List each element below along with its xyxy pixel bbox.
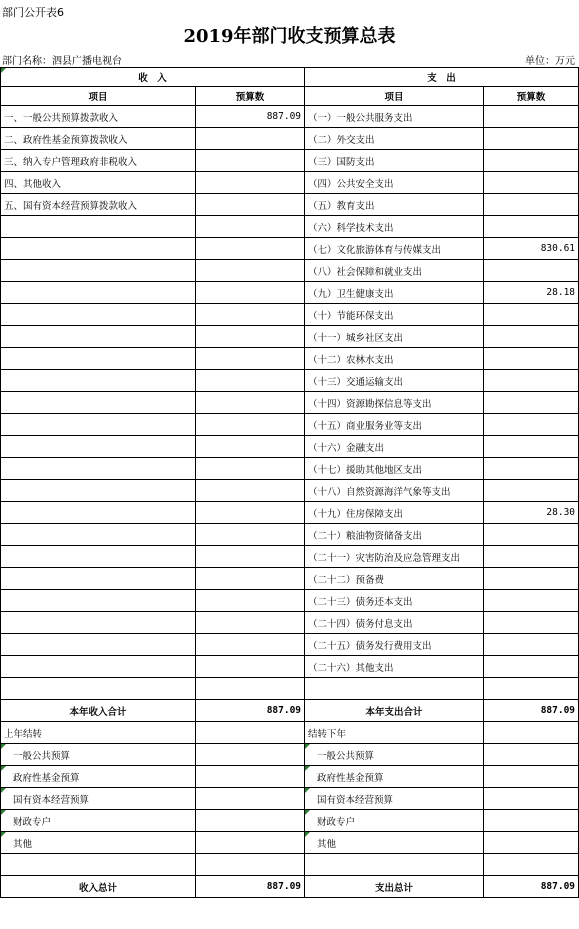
expense-item: （二十三）债务还本支出 [305,590,484,612]
expense-value [484,656,579,678]
expense-value [484,590,579,612]
carry-row [1,766,579,788]
income-year-total-label: 本年收入合计 [1,700,196,722]
income-value [196,546,305,568]
income-value: 887.09 [196,106,305,128]
income-value [196,458,305,480]
unit-label: 单位：万元 [525,56,575,67]
expense-item: （十七）援助其他地区支出 [305,458,484,480]
budget-table [0,67,579,898]
year-total-row [1,700,579,722]
income-item: 五、国有资本经营预算拨款收入 [1,194,196,216]
table-row [1,590,579,612]
expense-item: （二）外交支出 [305,128,484,150]
expense-item: （九）卫生健康支出 [305,282,484,304]
expense-item: （二十二）预备费 [305,568,484,590]
income-budget-header: 预算数 [196,87,305,106]
expense-value: 28.18 [484,282,579,304]
income-item [1,282,196,304]
expense-grand-total-label: 支出总计 [305,876,484,898]
table-row [1,546,579,568]
table-number-label: 部门公开表6 [2,6,64,19]
table-row [1,568,579,590]
expense-value [484,414,579,436]
income-carry-value [196,832,305,854]
expense-item: （六）科学技术支出 [305,216,484,238]
income-carry-value [196,744,305,766]
expense-item: （二十五）债务发行费用支出 [305,634,484,656]
expense-value [484,348,579,370]
income-value [196,282,305,304]
income-value [196,304,305,326]
expense-value [484,524,579,546]
income-value [196,414,305,436]
expense-value [484,172,579,194]
income-item [1,480,196,502]
table-row [1,238,579,260]
expense-item: （十八）自然资源海洋气象等支出 [305,480,484,502]
expense-item: （十九）住房保障支出 [305,502,484,524]
income-item-header: 项目 [1,87,196,106]
table-row [1,502,579,524]
carry-row [1,744,579,766]
table-row [1,326,579,348]
table-row [1,150,579,172]
expense-item: （一）一般公共服务支出 [305,106,484,128]
income-carry-item: 一般公共预算 [1,744,196,766]
income-carry-value [196,766,305,788]
expense-value [484,480,579,502]
table-row [1,128,579,150]
income-carry-item: 财政专户 [1,810,196,832]
expense-item: （八）社会保障和就业支出 [305,260,484,282]
table-row [1,634,579,656]
carry-row [1,722,579,744]
income-year-total-value: 887.09 [196,700,305,722]
income-carry-item: 上年结转 [1,722,196,744]
expense-carry-item: 政府性基金预算 [305,766,484,788]
income-item [1,326,196,348]
income-value [196,480,305,502]
income-value [196,524,305,546]
income-item [1,436,196,458]
expense-carry-value [484,788,579,810]
income-carry-item: 其他 [1,832,196,854]
income-item [1,458,196,480]
expense-value: 830.61 [484,238,579,260]
income-carry-item: 国有资本经营预算 [1,788,196,810]
expense-item [305,678,484,700]
expense-value [484,150,579,172]
income-item: 四、其他收入 [1,172,196,194]
income-item [1,568,196,590]
expense-value [484,634,579,656]
income-carry-value [196,788,305,810]
income-value [196,216,305,238]
expense-grand-total-value: 887.09 [484,876,579,898]
income-value [196,172,305,194]
expense-item: （十五）商业服务业等支出 [305,414,484,436]
expense-carry-value [484,766,579,788]
table-row [1,304,579,326]
expense-item: （二十四）债务付息支出 [305,612,484,634]
expense-section-header: 支 出 [305,68,579,87]
expense-carry-item: 其他 [305,832,484,854]
income-value [196,260,305,282]
expense-value [484,304,579,326]
expense-item: （二十一）灾害防治及应急管理支出 [305,546,484,568]
expense-carry-value [484,832,579,854]
expense-carry-item: 国有资本经营预算 [305,788,484,810]
expense-year-total-value: 887.09 [484,700,579,722]
table-row [1,458,579,480]
expense-item: （三）国防支出 [305,150,484,172]
table-row [1,656,579,678]
expense-item: （五）教育支出 [305,194,484,216]
expense-carry-value [484,854,579,876]
expense-item: （十三）交通运输支出 [305,370,484,392]
income-item [1,546,196,568]
expense-value [484,568,579,590]
income-value [196,392,305,414]
income-value [196,612,305,634]
table-row [1,480,579,502]
table-row [1,282,579,304]
table-row [1,370,579,392]
expense-value [484,194,579,216]
income-item [1,612,196,634]
income-carry-value [196,810,305,832]
income-value [196,678,305,700]
income-item [1,238,196,260]
table-row [1,194,579,216]
expense-carry-value [484,810,579,832]
expense-item: （十二）农林水支出 [305,348,484,370]
income-value [196,634,305,656]
expense-value: 28.30 [484,502,579,524]
carry-row [1,854,579,876]
income-value [196,194,305,216]
expense-carry-item [305,854,484,876]
table-row [1,348,579,370]
income-item [1,502,196,524]
table-row [1,524,579,546]
table-row [1,172,579,194]
table-row [1,260,579,282]
carry-row [1,832,579,854]
income-item [1,678,196,700]
expense-value [484,106,579,128]
expense-item: （十）节能环保支出 [305,304,484,326]
carry-row [1,810,579,832]
income-item [1,370,196,392]
expense-value [484,678,579,700]
expense-value [484,458,579,480]
income-section-header: 收 入 [1,68,305,87]
expense-carry-value [484,744,579,766]
table-row [1,414,579,436]
expense-item: （二十）粮油物资储备支出 [305,524,484,546]
income-grand-total-label: 收入总计 [1,876,196,898]
income-value [196,128,305,150]
income-value [196,502,305,524]
expense-value [484,216,579,238]
income-value [196,370,305,392]
income-value [196,656,305,678]
income-value [196,568,305,590]
income-value [196,436,305,458]
income-value [196,150,305,172]
income-carry-value [196,722,305,744]
expense-item: （四）公共安全支出 [305,172,484,194]
expense-item: （七）文化旅游体育与传媒支出 [305,238,484,260]
department-name: 部门名称：泗县广播电视台 [2,56,122,67]
table-row [1,106,579,128]
expense-value [484,370,579,392]
expense-item: （十四）资源勘探信息等支出 [305,392,484,414]
income-item [1,260,196,282]
expense-carry-item: 财政专户 [305,810,484,832]
income-grand-total-value: 887.09 [196,876,305,898]
expense-item: （十六）金融支出 [305,436,484,458]
table-row [1,612,579,634]
expense-year-total-label: 本年支出合计 [305,700,484,722]
income-carry-item: 政府性基金预算 [1,766,196,788]
expense-budget-header: 预算数 [484,87,579,106]
income-item: 一、一般公共预算拨款收入 [1,106,196,128]
expense-carry-value [484,722,579,744]
income-item [1,414,196,436]
income-value [196,326,305,348]
income-item [1,656,196,678]
income-item: 二、政府性基金预算拨款收入 [1,128,196,150]
expense-carry-item: 结转下年 [305,722,484,744]
income-item [1,634,196,656]
table-row [1,392,579,414]
page-title: 2019年部门收支预算总表 [183,26,396,47]
expense-item: （十一）城乡社区支出 [305,326,484,348]
income-item: 三、纳入专户管理政府非税收入 [1,150,196,172]
expense-value [484,260,579,282]
income-carry-item [1,854,196,876]
expense-value [484,128,579,150]
income-value [196,348,305,370]
income-value [196,590,305,612]
expense-value [484,436,579,458]
expense-value [484,612,579,634]
income-item [1,348,196,370]
income-item [1,524,196,546]
income-value [196,238,305,260]
income-carry-value [196,854,305,876]
carry-row [1,788,579,810]
expense-item: （二十六）其他支出 [305,656,484,678]
expense-item-header: 项目 [305,87,484,106]
expense-carry-item: 一般公共预算 [305,744,484,766]
expense-value [484,326,579,348]
grand-total-row [1,876,579,898]
table-row [1,678,579,700]
income-item [1,392,196,414]
table-row [1,216,579,238]
income-item [1,304,196,326]
income-item [1,216,196,238]
income-item [1,590,196,612]
expense-value [484,546,579,568]
expense-value [484,392,579,414]
table-row [1,436,579,458]
